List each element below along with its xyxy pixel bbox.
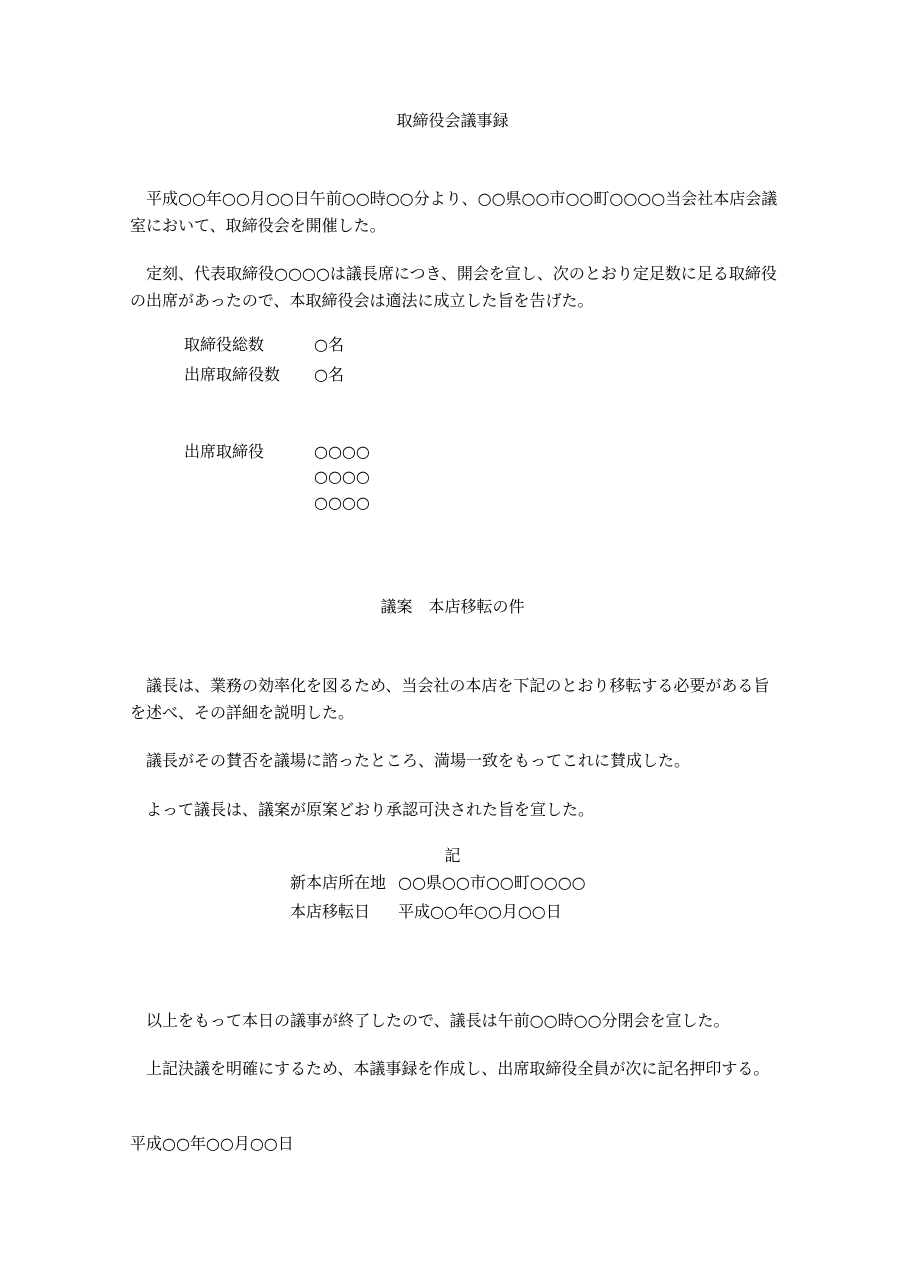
attendee-name: ○○○○	[314, 467, 370, 486]
agenda-result: よって議長は、議案が原案どおり承認可決された旨を宣した。	[146, 800, 595, 819]
new-location-row	[290, 872, 586, 894]
record-heading: 記	[444, 846, 461, 865]
closing-paragraph: 以上をもって本日の議事が終了したので、議長は午前○○時○○分閉会を宣した。	[146, 1011, 730, 1030]
attending-count-row	[184, 364, 344, 386]
opening-paragraph: 平成○○年○○月○○日午前○○時○○分より、○○県○○市○○町○○○○当会社本店会議室において、取締役会を開催した。	[130, 189, 778, 235]
agenda-title: 議案 本店移転の件	[380, 597, 525, 616]
document-title: 取締役会議事録	[396, 111, 509, 130]
attendees-label: 出席取締役	[184, 442, 265, 461]
signature-statement: 上記決議を明確にするため、本議事録を作成し、出席取締役全員が次に記名押印する。	[146, 1059, 770, 1078]
agenda-explanation: 議長は、業務の効率化を図るため、当会社の本店を下記のとおり移転する必要がある旨を述べ、その詳細を説明した。	[130, 676, 770, 722]
director-count-label: 取締役総数	[184, 335, 265, 354]
quorum-paragraph: 定刻、代表取締役○○○○は議長席につき、開会を宣し、次のとおり定足数に足る取締役の出席があったので、本取締役会は適法に成立した旨を告げた。	[130, 264, 777, 310]
move-date-label: 本店移転日	[290, 902, 371, 921]
agenda-vote: 議長がその賛否を議場に諮ったところ、満場一致をもってこれに賛成した。	[146, 751, 691, 770]
new-location-label: 新本店所在地	[290, 873, 387, 892]
move-date-value: 平成○○年○○月○○日	[398, 902, 562, 921]
new-location-value: ○○県○○市○○町○○○○	[398, 873, 586, 892]
document-date: 平成○○年○○月○○日	[130, 1134, 294, 1153]
director-count-value: ○名	[314, 335, 344, 354]
attending-count-value: ○名	[314, 365, 344, 384]
director-count-row	[184, 334, 344, 356]
attending-count-label: 出席取締役数	[184, 365, 281, 384]
attendee-name: ○○○○	[314, 493, 370, 512]
attendee-name: ○○○○	[314, 442, 370, 461]
move-date-row	[290, 901, 562, 923]
